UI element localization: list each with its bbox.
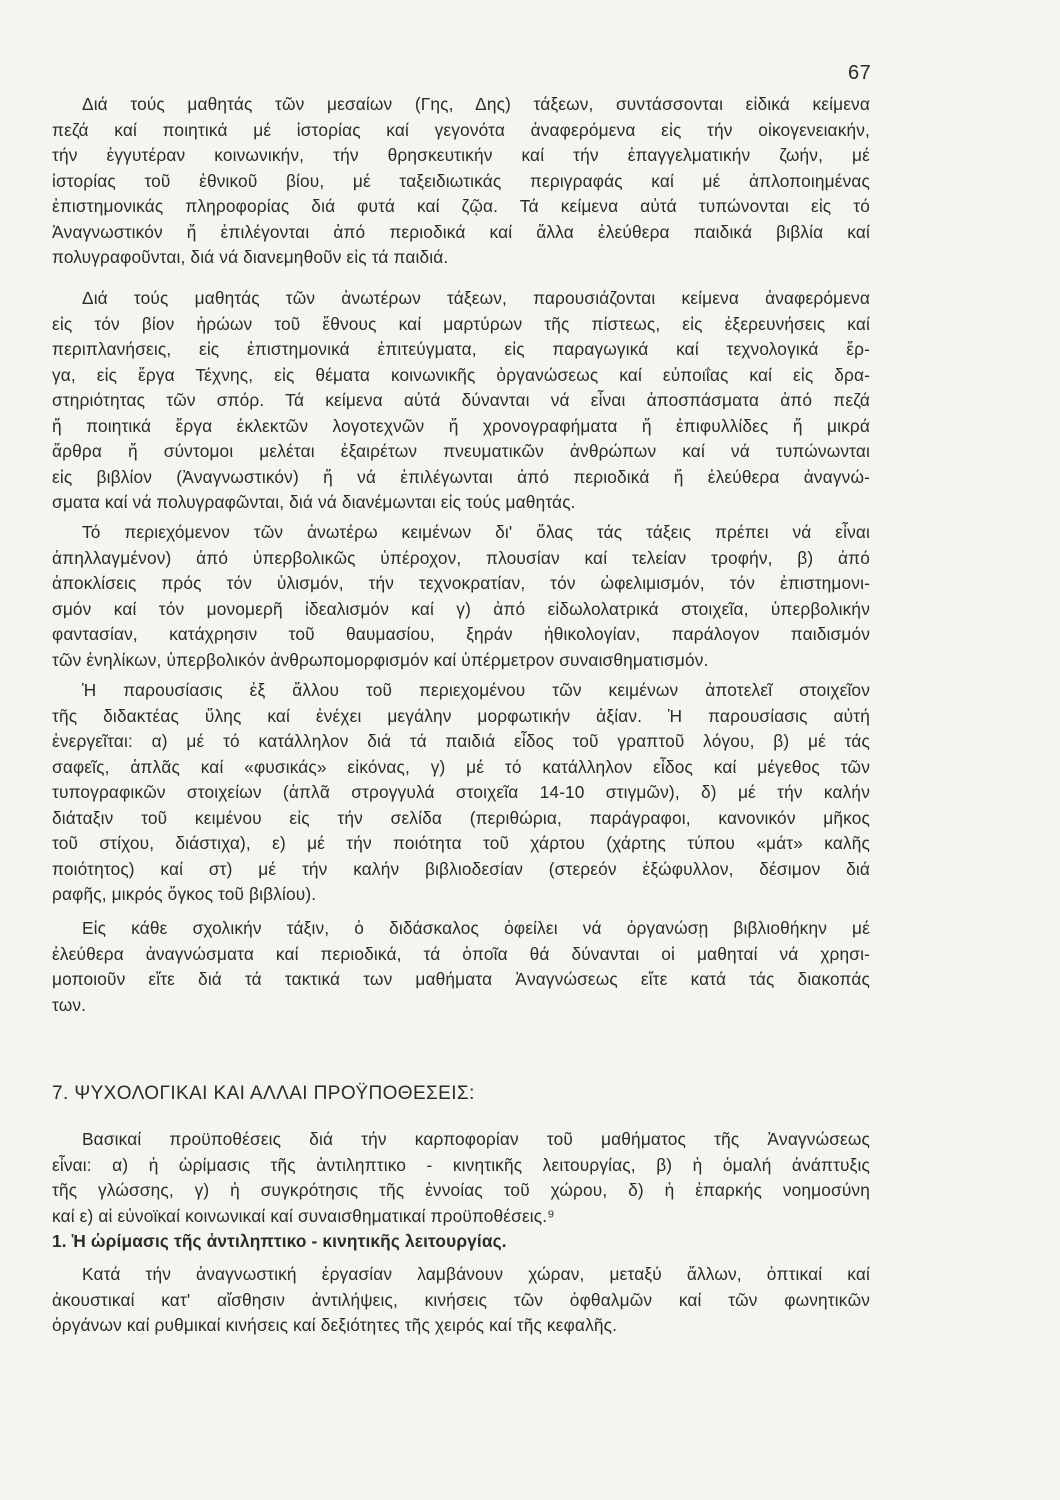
text-line: γα, εἰς ἔργα Τέχνης, εἰς θέματα κοινωνικῆς ὀργανώσεως καί εὐποιΐας καί εἰς δρα-: [52, 364, 870, 385]
paragraph-1: [52, 92, 870, 271]
text-line: καί ε) αἱ εὐνοϊκαί κοινωνικαί καί συναισθηματικαί προϋποθέσεις.⁹: [52, 1205, 555, 1226]
text-line: φαντασίαν, κατάχρησιν τοῦ θαυμασίου, ξηράν ἠθικολογίαν, παράλογον παιδισμόν: [52, 624, 870, 644]
text-line: Βασικαί προϋποθέσεις διά τήν καρποφορίαν τοῦ μαθήματος τῆς Ἀναγνώσεως: [82, 1129, 870, 1149]
paragraph-6: [52, 1127, 870, 1255]
paragraph-4: [52, 678, 870, 908]
text-line: Κατά τήν ἀναγνωστική ἐργασίαν λαμβάνουν χώραν, μεταξύ ἄλλων, ὀπτικαί καί: [82, 1264, 870, 1284]
text-line: εἰς τόν βίον ἡρώων τοῦ ἔθνους καί μαρτύρων τῆς πίστεως, εἰς ἐξερευνήσεις καί: [52, 313, 870, 334]
text-line: Εἰς κάθε σχολικήν τάξιν, ὁ διδάσκαλος ὀφείλει νά ὀργανώσῃ βιβλιοθήκην μέ: [82, 918, 870, 938]
text-line: σαφεῖς, ἁπλᾶς καί «φυσικάς» εἰκόνας, γ) μέ τό κατάλληλον εἶδος καί μέγεθος τῶν: [52, 756, 870, 777]
text-line: ποιότητος) καί στ) μέ τήν καλήν βιβλιοδεσίαν (στερεόν ἐξώφυλλον, δέσιμον διά: [52, 858, 870, 879]
text-line: περιπλανήσεις, εἰς ἐπιστημονικά ἐπιτεύγματα, εἰς παραγωγικά καί τεχνολογικά ἔρ-: [52, 339, 870, 359]
paragraph-5: [52, 916, 870, 1018]
text-line: σμόν καί τόν μονομερῆ ἰδεαλισμόν καί γ) ἀπό εἰδωλολατρικά στοιχεῖα, ὑπερβολικήν: [52, 598, 870, 619]
paragraph-2: [52, 286, 870, 516]
text-line: τήν ἐγγυτέραν κοινωνικήν, τήν θρησκευτικήν καί τήν ἐπαγγελματικήν ζωήν, μέ: [52, 145, 870, 165]
text-line: τῆς διδακτέας ὕλης καί ἐνέχει μεγάλην μορφωτικήν ἀξίαν. Ἡ παρουσίασις αὐτή: [52, 705, 870, 726]
text-line: τῶν ἐνηλίκων, ὑπερβολικόν ἀνθρωπομορφισμόν καί ὑπέρμετρον συναισθηματισμόν.: [52, 649, 709, 670]
text-line: πολυγραφοῦνται, διά νά διανεμηθοῦν εἰς τά παιδιά.: [52, 247, 449, 267]
text-line: μοποιοῦν εἴτε διά τά τακτικά των μαθήματα Ἀναγνώσεως εἴτε κατά τάς διακοπάς: [52, 969, 870, 989]
text-line: ραφῆς, μικρός ὄγκος τοῦ βιβλίου).: [52, 884, 317, 904]
text-line: ἐλεύθερα ἀναγνώσματα καί περιοδικά, τά ὁποῖα θά δύνανται οἱ μαθηταί νά χρησι-: [52, 943, 870, 964]
text-line: ὀργάνων καί ρυθμικαί κινήσεις καί δεξιότητες τῆς χειρός καί τῆς κεφαλῆς.: [52, 1315, 618, 1335]
text-line: πεζά καί ποιητικά μέ ἱστορίας καί γεγονότα ἀναφερόμενα εἰς τήν οἰκογενειακήν,: [52, 119, 870, 140]
text-line: Τό περιεχόμενον τῶν ἀνωτέρω κειμένων δι' ὅλας τάς τάξεις πρέπει νά εἶναι: [82, 522, 870, 542]
subheading: 1. Ἡ ὡρίμασις τῆς ἀντιληπτικο - κινητικῆς λειτουργίας.: [52, 1231, 507, 1251]
section-heading: 7. ΨΥΧΟΛΟΓΙΚΑΙ ΚΑΙ ΑΛΛΑΙ ΠΡΟΫΠΟΘΕΣΕΙΣ:: [52, 1083, 475, 1104]
text-line: Ἀναγνωστικόν ἤ ἐπιλέγονται ἀπό περιοδικά καί ἄλλα ἐλεύθερα παιδικά βιβλία καί: [52, 221, 870, 242]
page-number: 67: [848, 62, 872, 84]
text-line: Διά τούς μαθητάς τῶν μεσαίων (Γης, Δης) τάξεων, συντάσσονται εἰδικά κείμενα: [82, 94, 870, 114]
text-line: εἰς βιβλίον (Ἀναγνωστικόν) ἤ νά ἐπιλέγωνται ἀπό περιοδικά ἤ ἐλεύθερα ἀναγνώ-: [52, 466, 870, 487]
text-line: στηριότητας τῶν σπόρ. Τά κείμενα αὐτά δύνανται νά εἶναι ἀποσπάσματα ἀπό πεζά: [52, 390, 870, 410]
text-line: ἤ ποιητικά ἔργα ἐκλεκτῶν λογοτεχνῶν ἤ χρονογραφήματα ἤ ἐπιφυλλίδες ἤ μικρά: [52, 415, 870, 436]
text-line: εἶναι: α) ἡ ὡρίμασις τῆς ἀντιληπτικο - κινητικῆς λειτουργίας, β) ἡ ὁμαλή ἀνάπτυξις: [52, 1154, 870, 1175]
text-line: τοῦ στίχου, διάστιχα), ε) μέ τήν ποιότητα τοῦ χάρτου (χάρτης τύπου «μάτ» καλῆς: [52, 833, 870, 853]
text-line: ἀκουστικαί κατ' αἴσθησιν ἀντιλήψεις, κινήσεις τῶν ὀφθαλμῶν καί τῶν φωνητικῶν: [52, 1289, 870, 1310]
text-line: τῆς γλώσσης, γ) ἡ συγκρότησις τῆς ἐννοίας τοῦ χώρου, δ) ἡ ἐπαρκής νοημοσύνη: [52, 1180, 870, 1200]
text-line: ἄρθρα ἤ σύντομοι μελέται ἐξαιρέτων πνευματικῶν ἀνθρώπων καί νά τυπώνωνται: [52, 441, 870, 461]
text-line: ἱστορίας τοῦ ἐθνικοῦ βίου, μέ ταξειδιωτικάς περιγραφάς καί μέ ἀπλοποιημένας: [52, 170, 870, 191]
text-line: διάταξιν τοῦ κειμένου εἰς τήν σελίδα (περιθώρια, παράγραφοι, κανονικόν μῆκος: [52, 807, 870, 828]
text-line: των.: [52, 994, 87, 1015]
text-line: ἐνεργεῖται: α) μέ τό κατάλληλον διά τά παιδιά εἶδος τοῦ γραπτοῦ λόγου, β) μέ τάς: [52, 731, 870, 751]
text-line: ἐπιστημονικάς πληροφορίας διά φυτά καί ζῷα. Τά κείμενα αὐτά τυπώνονται εἰς τό: [52, 196, 870, 216]
text-line: σματα καί νά πολυγραφῶνται, διά νά διανέμωνται εἰς τούς μαθητάς.: [52, 492, 576, 512]
paragraph-7: [52, 1262, 870, 1339]
text-line: Ἡ παρουσίασις ἐξ ἄλλου τοῦ περιεχομένου τῶν κειμένων ἀποτελεῖ στοιχεῖον: [82, 680, 870, 700]
text-line: Διά τούς μαθητάς τῶν ἀνωτέρων τάξεων, παρουσιάζονται κείμενα ἀναφερόμενα: [82, 288, 870, 308]
text-line: τυπογραφικῶν στοιχείων (ἁπλᾶ στρογγυλά στοιχεῖα 14-10 στιγμῶν), δ) μέ τήν καλήν: [52, 782, 870, 802]
paragraph-3: [52, 520, 870, 673]
text-line: ἀποκλίσεις πρός τόν ὑλισμόν, τήν τεχνοκρατίαν, τόν ὠφελιμισμόν, τόν ἐπιστημονι-: [52, 573, 870, 593]
text-line: ἀπηλλαγμένον) ἀπό ὑπερβολικῶς ὑπέροχον, πλουσίαν καί τελείαν τροφήν, β) ἀπό: [52, 547, 870, 568]
